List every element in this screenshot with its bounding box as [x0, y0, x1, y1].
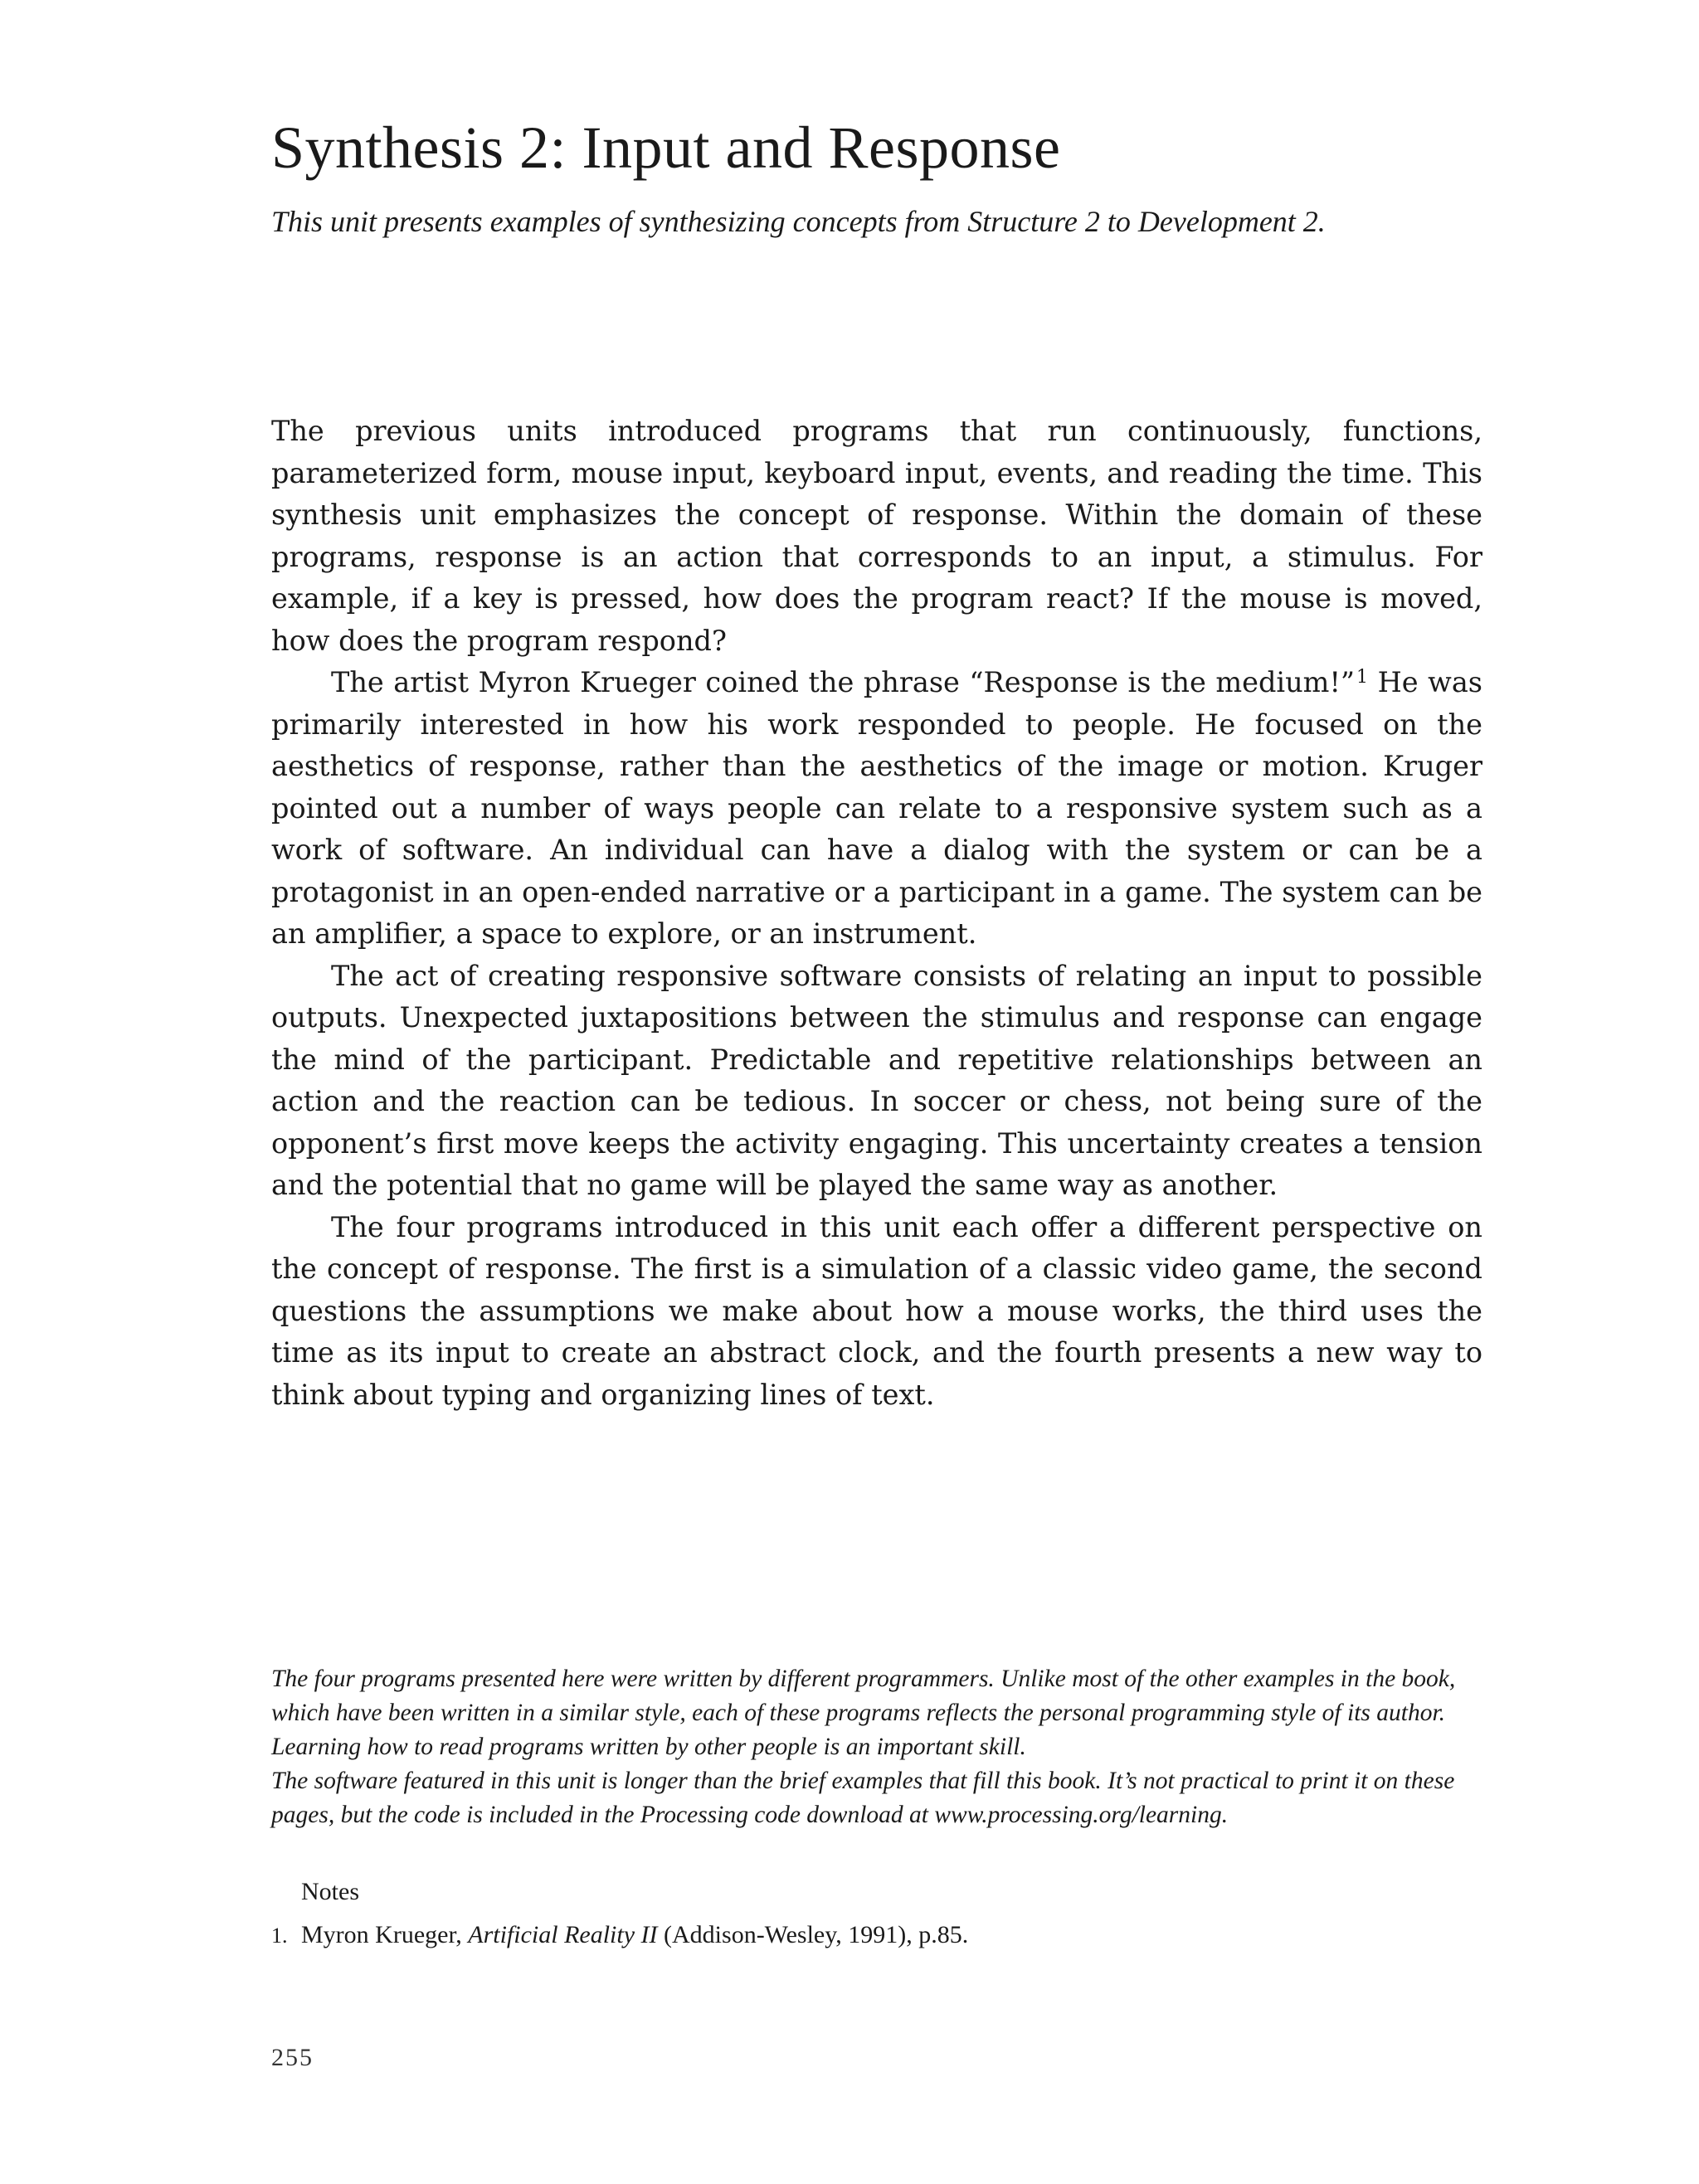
body-paragraph-2 — [271, 662, 1482, 956]
footnote-reference: 1 — [1356, 667, 1369, 688]
body-paragraph-2-text-end: He was primarily interested in how his work responded to people. He focused on the aesthetics of response, rather than the aesthetics of the image or motion. Kruger pointed out a number of ways people can relate to a responsive system such as a work of software. An individual can have a dialog with the system or can be a protagonist in an open-ended narrative or a participant in a game. The system can be an amplifier, a space to explore, or an instrument. — [271, 666, 1482, 950]
page-title: Synthesis 2: Input and Response — [271, 114, 1061, 181]
side-note-paragraph-1: The four programs presented here were written by different programmers. Unlike most of the other examples in the book, which have been written in a similar style, each of these programs reflects the personal programming style of its author. Learning how to read programs written by other people is an important skill. — [271, 1666, 1456, 1760]
page-subtitle: This unit presents examples of synthesizing concepts from Structure 2 to Development 2. — [271, 205, 1326, 238]
footnote-book-title: Artificial Reality II — [468, 1921, 658, 1948]
side-note-paragraph-2: The software featured in this unit is longer than the brief examples that fill this book. It’s not practical to print it on these pages, but the code is included in the Processing code download at www.processing.org/learning. — [271, 1768, 1455, 1828]
footnote-author: Myron Krueger, — [301, 1921, 469, 1948]
page-number: 255 — [271, 2044, 314, 2071]
notes-heading: Notes — [301, 1878, 359, 1905]
side-note — [271, 1662, 1491, 1832]
body-paragraph-4: The four programs introduced in this unit each offer a different perspective on the concept of response. The first is a simulation of a classic video game, the second questions the assumptions we make about how a mouse works, the third uses the time as its input to create an abstract clock, and the fourth presents a new way to think about typing and organizing lines of text. — [271, 1210, 1482, 1411]
body-paragraph-3: The act of creating responsive software consists of relating an input to possible outputs. Unexpected juxtapositions between the stimulus and response can engage the mind of the participant. Predictable and repetitive relationships between an action and the reaction can be tedious. In soccer or chess, not being sure of the opponent’s first move keeps the activity engaging. This uncertainty creates a tension and the potential that no game will be played the same way as another. — [271, 959, 1482, 1201]
footnote-number: 1. — [271, 1924, 288, 1948]
body-text — [271, 411, 1482, 1416]
footnote-details: (Addison-Wesley, 1991), p.85. — [657, 1921, 969, 1948]
footnote-item — [271, 1919, 1433, 1952]
body-paragraph-2-text-start: The artist Myron Krueger coined the phrase “Response is the medium!” — [331, 666, 1356, 698]
body-paragraph-1: The previous units introduced programs that run continuously, functions, parameterized form, mouse input, keyboard input, events, and reading the time. This synthesis unit emphasizes the concept of response. Within the domain of these programs, response is an action that corresponds to an input, a stimulus. For example, if a key is pressed, how does the program react? If the mouse is moved, how does the program respond? — [271, 415, 1482, 657]
